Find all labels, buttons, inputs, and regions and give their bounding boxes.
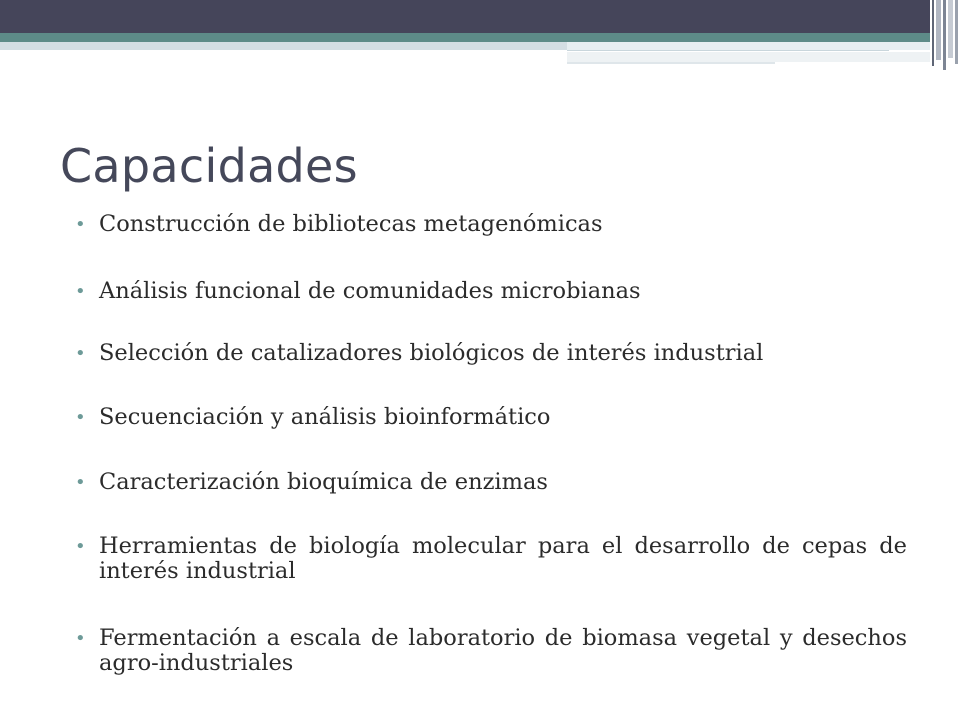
header-divider-line-short [567,62,775,64]
bullet-item [75,405,907,430]
bullet-icon: • [75,472,86,493]
bullet-text: Construcción de bibliotecas metagenómicas [99,211,603,237]
bullet-item [75,470,907,495]
header-grey-band [567,52,930,62]
bullet-text: Caracterización bioquímica de enzimas [99,469,548,495]
bullet-text: Herramientas de biología molecular para el desarrollo de cepas de interés industrial [99,533,907,584]
header-dark-band [0,0,930,33]
bullet-item [75,534,907,584]
header-divider-line [567,50,889,51]
bullet-icon: • [75,536,86,557]
bullet-item [75,626,907,676]
bullet-text: Fermentación a escala de laboratorio de biomasa vegetal y desechos agro-industriales [99,625,907,676]
stripe [936,0,941,60]
header-light-band-right [567,42,930,50]
stripe [955,0,958,64]
bullet-icon: • [75,628,86,649]
bullet-text: Secuenciación y análisis bioinformático [99,404,551,430]
header-light-band [0,42,567,50]
bullet-icon: • [75,407,86,428]
slide-title: Capacidades [60,139,358,193]
bullet-icon: • [75,281,86,302]
bullet-item [75,279,907,304]
stripe [948,0,953,58]
bullet-text: Análisis funcional de comunidades microbianas [99,278,641,304]
stripe [932,0,934,66]
bullet-item [75,341,907,366]
header-right-stripes [930,0,960,82]
bullet-icon: • [75,343,86,364]
bullet-item [75,212,907,237]
stripe [943,0,946,70]
bullet-icon: • [75,214,86,235]
bullet-text: Selección de catalizadores biológicos de interés industrial [99,340,764,366]
header-teal-band [0,33,930,42]
